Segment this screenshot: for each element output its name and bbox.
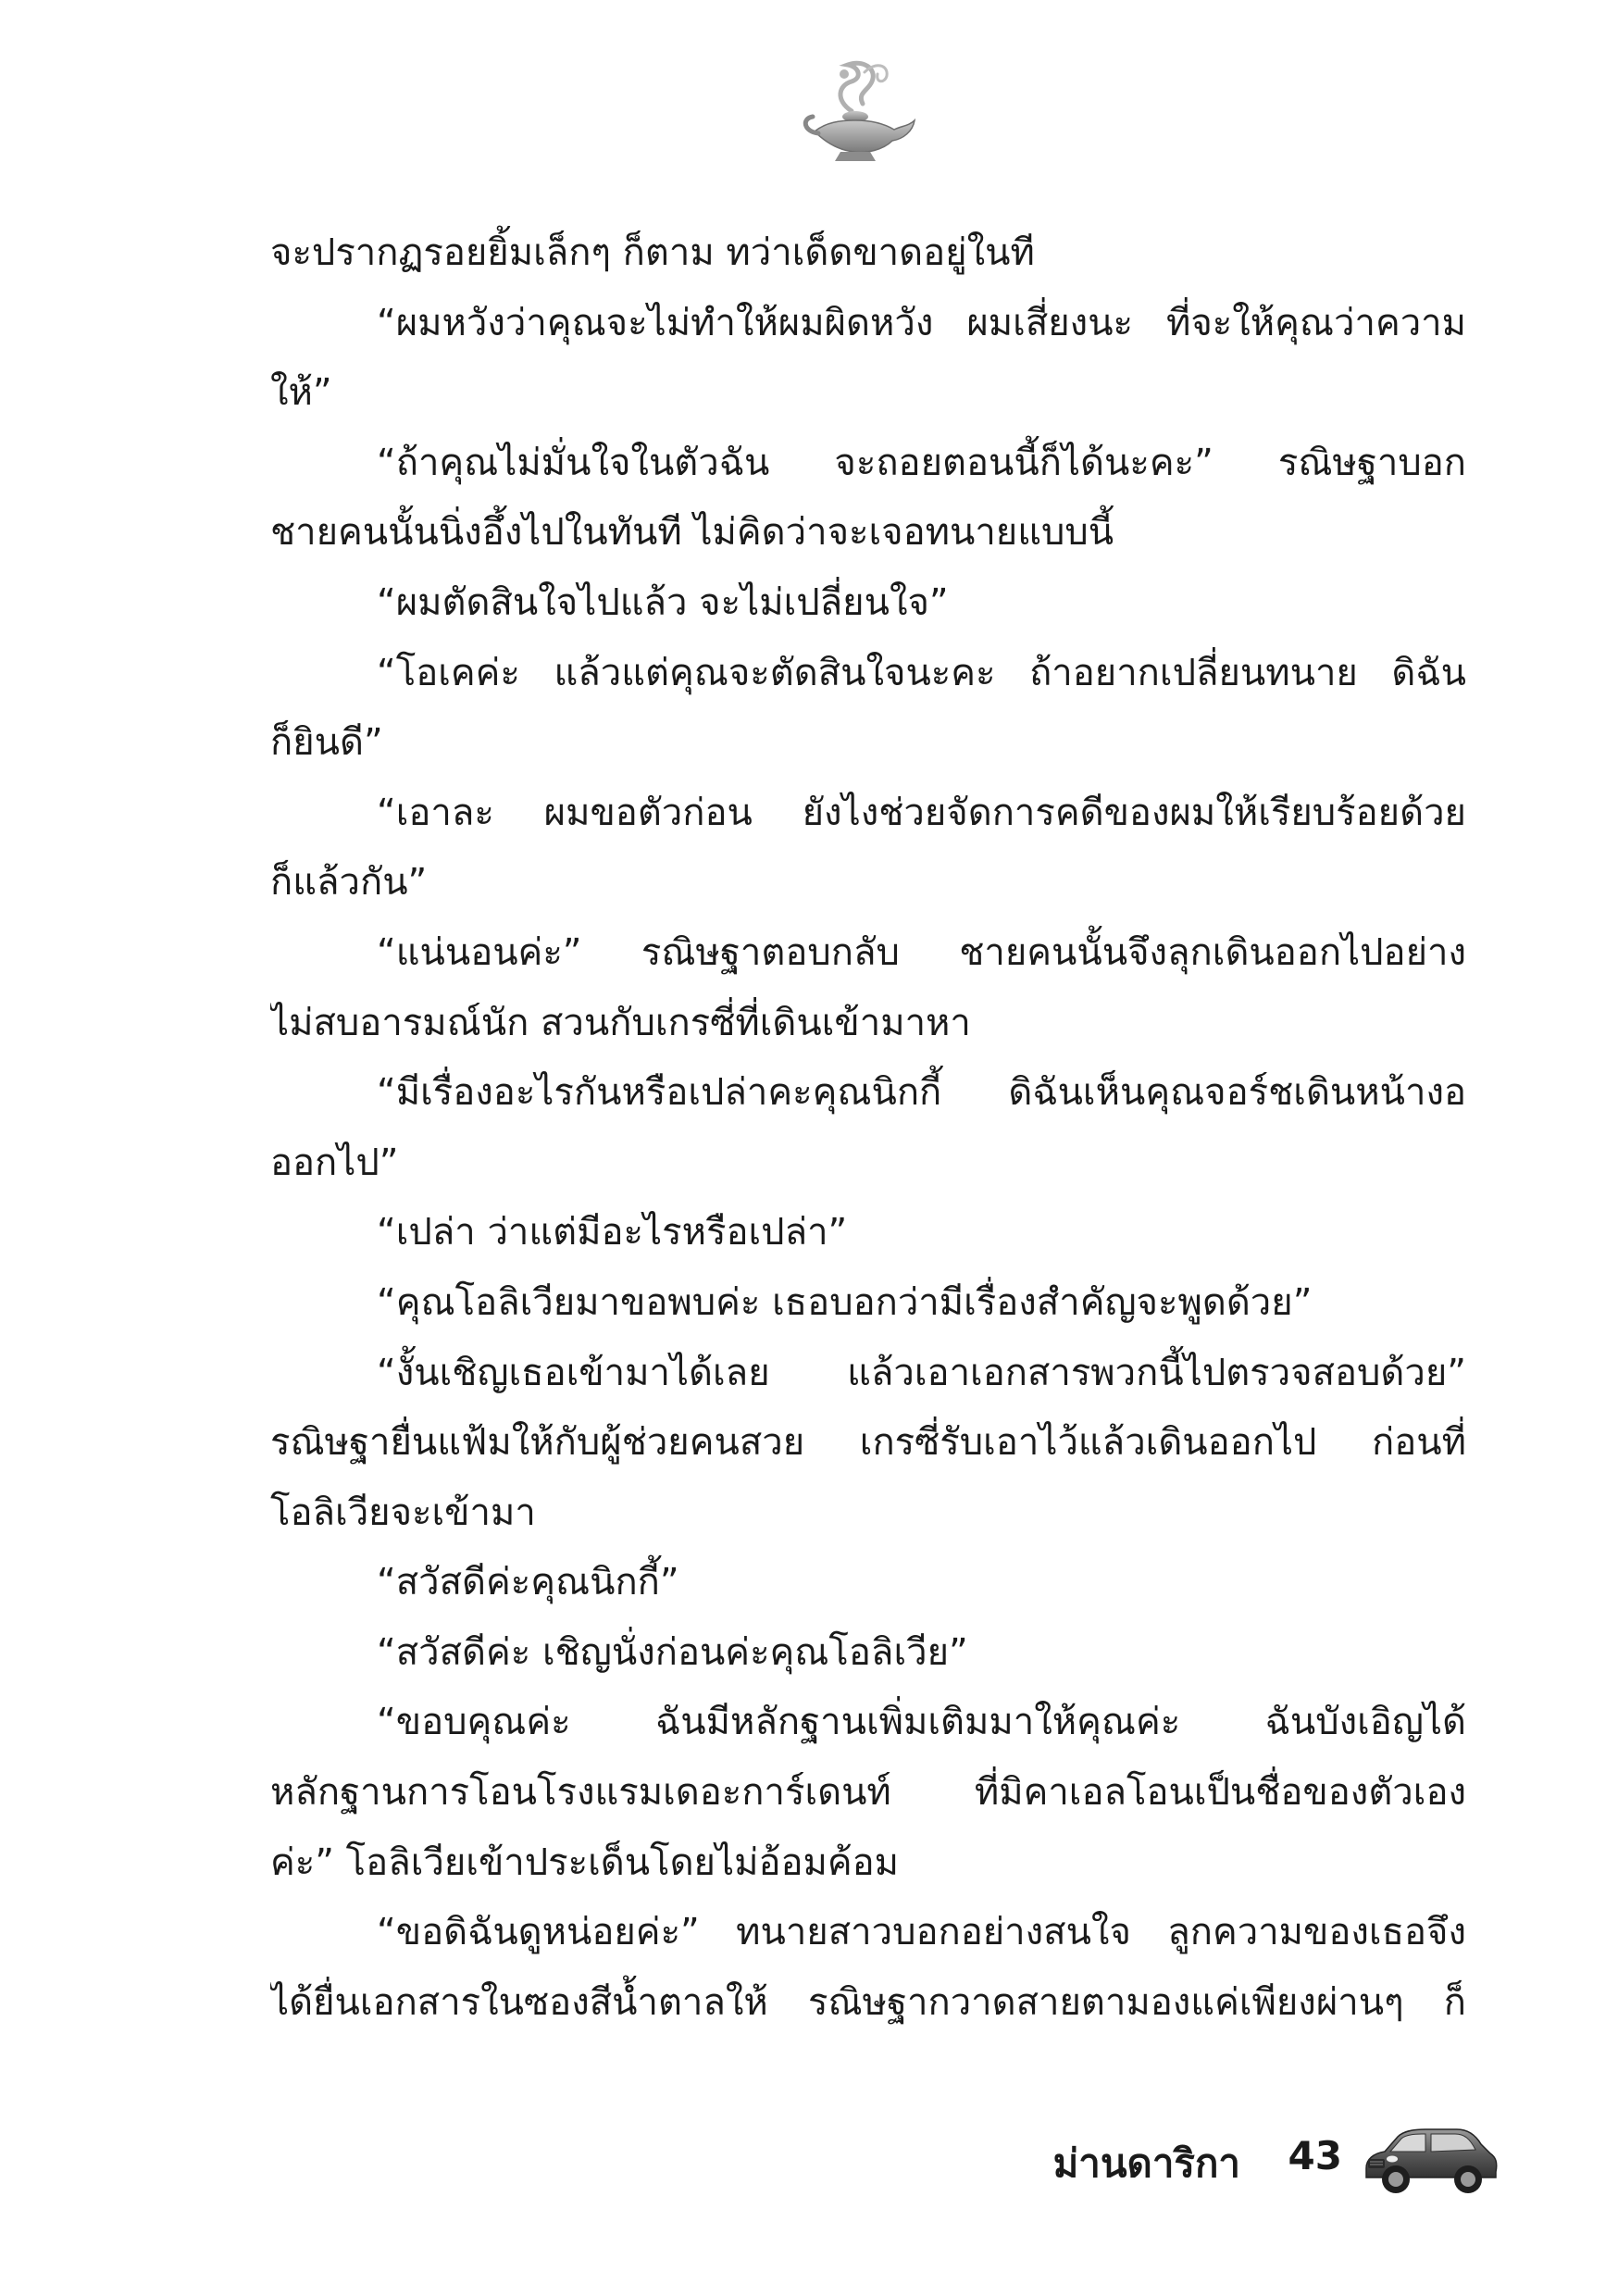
text-line: ค่ะ” โอลิเวียเข้าประเด็นโดยไม่อ้อมค้อม	[270, 1841, 900, 1884]
text-line: “คุณโอลิเวียมาขอพบค่ะ เธอบอกว่ามีเรื่องสำคัญจะพูดด้วย”	[377, 1280, 1313, 1324]
book-title: ม่านดาริกา	[1052, 2140, 1240, 2186]
text-line: หลักฐานการโอนโรงแรมเดอะการ์เดนท์ ที่มิคาเอลโอนเป็นชื่อของตัวเอง	[270, 1771, 1466, 1815]
text-line: ได้ยื่นเอกสารในซองสีน้ำตาลให้ รณิษฐากวาดสายตามองแค่เพียงผ่านๆ ก็	[270, 1980, 1466, 2024]
text-line: “แน่นอนค่ะ” รณิษฐาตอบกลับ ชายคนนั้นจึงลุกเดินออกไปอย่าง	[377, 930, 1466, 974]
text-line: “สวัสดีค่ะ เชิญนั่งก่อนค่ะคุณโอลิเวีย”	[377, 1630, 968, 1674]
text-line: โอลิเวียจะเข้ามา	[270, 1491, 536, 1534]
car-icon	[1361, 2116, 1500, 2200]
text-line: “เปล่า ว่าแต่มีอะไรหรือเปล่า”	[377, 1211, 848, 1254]
text-line: “ผมตัดสินใจไปแล้ว จะไม่เปลี่ยนใจ”	[377, 580, 949, 624]
page-text	[270, 218, 1466, 2038]
text-line: ออกไป”	[270, 1141, 399, 1184]
text-line: ไม่สบอารมณ์นัก สวนกับเกรซี่ที่เดินเข้ามาหา	[270, 1001, 971, 1044]
text-line: รณิษฐายื่นแฟ้มให้กับผู้ช่วยคนสวย เกรซี่รับเอาไว้แล้วเดินออกไป ก่อนที่	[270, 1421, 1466, 1465]
text-line: ให้”	[270, 371, 332, 415]
page-number: 43	[1288, 2133, 1342, 2178]
text-line: “สวัสดีค่ะคุณนิกกี้”	[377, 1561, 679, 1604]
text-line: ชายคนนั้นนิ่งอึ้งไปในทันที ไม่คิดว่าจะเจอทนายแบบนี้	[270, 511, 1114, 555]
genie-lamp-icon	[798, 54, 918, 165]
text-line: “มีเรื่องอะไรกันหรือเปล่าคะคุณนิกกี้ ดิฉันเห็นคุณจอร์ชเดินหน้างอ	[377, 1071, 1466, 1115]
text-line: ก็แล้วกัน”	[270, 861, 428, 905]
text-line: “ขอดิฉันดูหน่อยค่ะ” ทนายสาวบอกอย่างสนใจ ลูกความของเธอจึง	[377, 1911, 1466, 1954]
text-line: “เอาละ ผมขอตัวก่อน ยังไงช่วยจัดการคดีของผมให้เรียบร้อยด้วย	[377, 791, 1466, 834]
text-line: “ถ้าคุณไม่มั่นใจในตัวฉัน จะถอยตอนนี้ก็ได้นะคะ” รณิษฐาบอก	[377, 441, 1466, 484]
text-line: ก็ยินดี”	[270, 721, 383, 765]
text-line: จะปรากฏรอยยิ้มเล็กๆ ก็ตาม ทว่าเด็ดขาดอยู่ในที	[270, 231, 1035, 274]
text-line: “งั้นเชิญเธอเข้ามาได้เลย แล้วเอาเอกสารพวกนี้ไปตรวจสอบด้วย”	[377, 1351, 1466, 1394]
page-footer	[1018, 2107, 1500, 2209]
text-line: “โอเคค่ะ แล้วแต่คุณจะตัดสินใจนะคะ ถ้าอยากเปลี่ยนทนาย ดิฉัน	[377, 651, 1466, 694]
text-line: “ผมหวังว่าคุณจะไม่ทำให้ผมผิดหวัง ผมเสี่ยงนะ ที่จะให้คุณว่าความ	[377, 301, 1466, 344]
text-line: “ขอบคุณค่ะ ฉันมีหลักฐานเพิ่มเติมมาให้คุณค่ะ ฉันบังเอิญได้	[377, 1701, 1466, 1744]
